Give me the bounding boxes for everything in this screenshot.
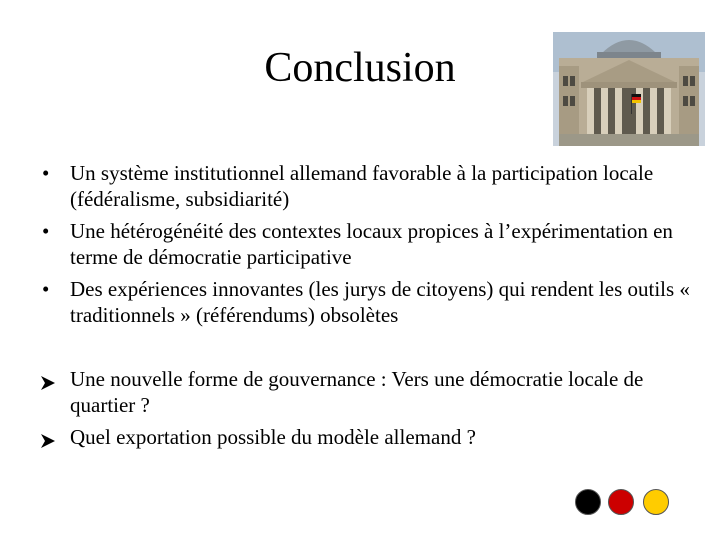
bullet-item (40, 160, 690, 212)
arrow-item-text: Une nouvelle forme de gouvernance : Vers une démocratie locale de quartier ? (70, 367, 644, 417)
black-dot (575, 489, 601, 515)
arrow-item (40, 424, 690, 450)
bullet-item (40, 218, 690, 270)
bullet-text: Une hétérogénéité des contextes locaux propices à l’expérimentation en terme de démocratie participative (70, 219, 673, 269)
yellow-dot (643, 489, 669, 515)
arrow-list (40, 366, 690, 456)
bullet-marker: • (42, 277, 50, 301)
red-dot (608, 489, 634, 515)
reichstag-photo (553, 32, 705, 146)
bullet-list (40, 160, 690, 334)
arrow-item-text: Quel exportation possible du modèle allemand ? (70, 425, 476, 449)
arrow-item (40, 366, 690, 418)
bullet-item (40, 276, 690, 328)
bullet-marker: • (42, 161, 50, 185)
bullet-text: Des expériences innovantes (les jurys de citoyens) qui rendent les outils « traditionnels » (référendums) obsolètes (70, 277, 690, 327)
reichstag-building-image (553, 32, 705, 146)
bullet-text: Un système institutionnel allemand favorable à la participation locale (fédéralisme, subsidiarité) (70, 161, 654, 211)
bullet-marker: • (42, 219, 50, 243)
arrow-bullet-icon (40, 371, 56, 397)
slide-title: Conclusion (264, 45, 456, 91)
arrow-bullet-icon (40, 429, 56, 455)
